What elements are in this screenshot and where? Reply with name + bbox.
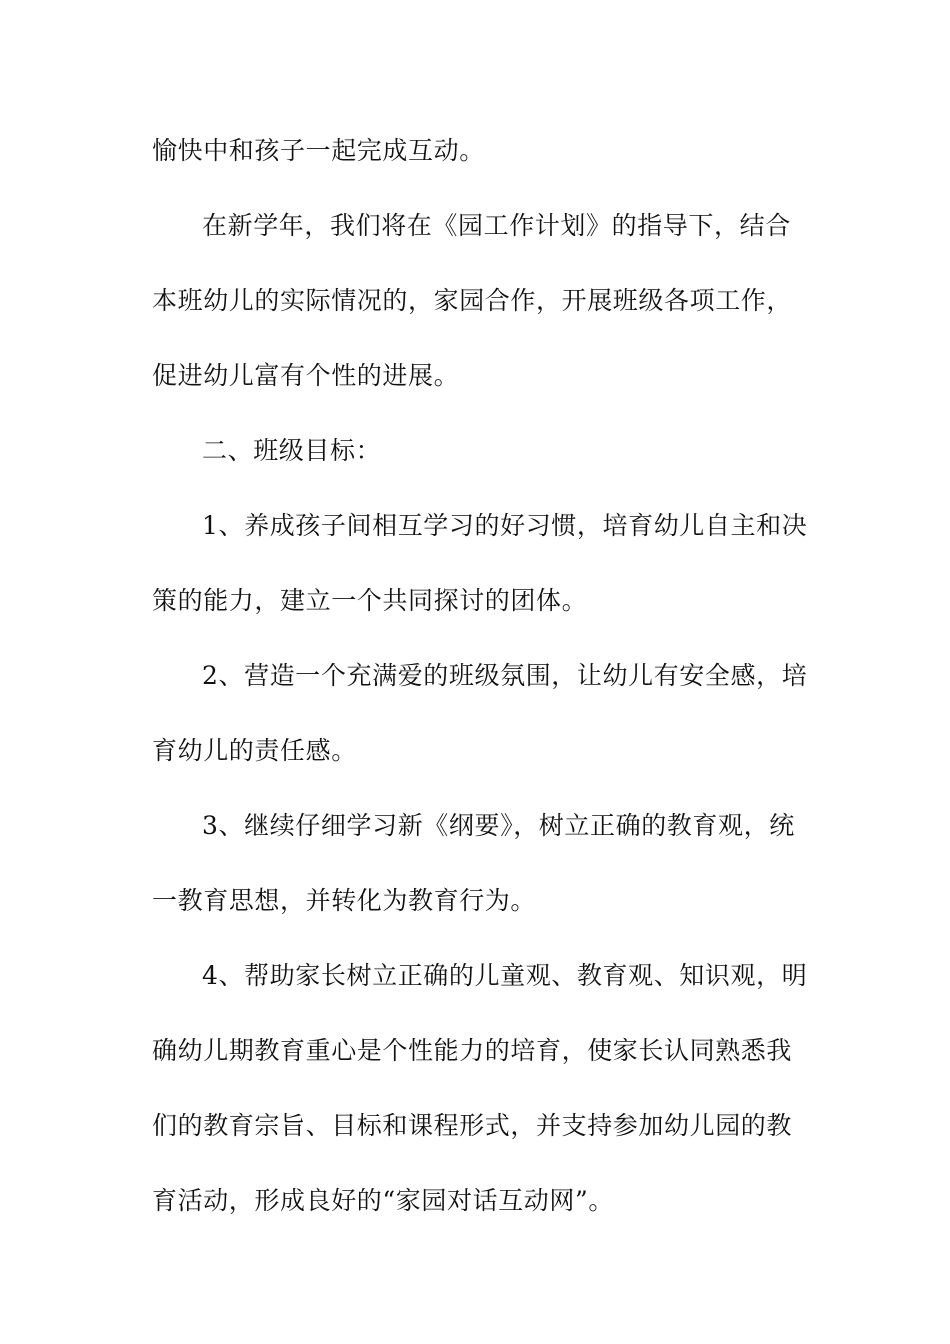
text-line-11: 一教育思想，并转化为教育行为。 <box>152 886 537 915</box>
text-line-2: 在新学年，我们将在《园工作计划》的指导下，结合 <box>202 211 791 240</box>
text-line-8: 2、营造一个充满爱的班级氛围，让幼儿有安全感，培 <box>202 661 808 690</box>
text-line-3: 本班幼儿的实际情况的，家园合作，开展班级各项工作， <box>152 286 793 315</box>
text-line-13: 确幼儿期教育重心是个性能力的培育，使家长认同熟悉我 <box>152 1036 793 1065</box>
text-line-12: 4、帮助家长树立正确的儿童观、教育观、知识观，明 <box>202 961 808 990</box>
text-line-10: 3、继续仔细学习新《纲要》，树立正确的教育观，统 <box>202 811 795 840</box>
text-line-15: 育活动，形成良好的“家园对话互动网”。 <box>152 1186 614 1215</box>
text-line-9: 育幼儿的责任感。 <box>152 736 357 765</box>
text-line-4: 促进幼儿富有个性的进展。 <box>152 361 460 390</box>
text-line-1: 愉快中和孩子一起完成互动。 <box>152 136 485 165</box>
text-line-7: 策的能力，建立一个共同探讨的团体。 <box>152 586 588 615</box>
section-heading: 二、班级目标： <box>202 436 382 465</box>
text-line-6: 1、养成孩子间相互学习的好习惯，培育幼儿自主和决 <box>202 511 808 540</box>
text-line-14: 们的教育宗旨、目标和课程形式，并支持参加幼儿园的教 <box>152 1111 793 1140</box>
